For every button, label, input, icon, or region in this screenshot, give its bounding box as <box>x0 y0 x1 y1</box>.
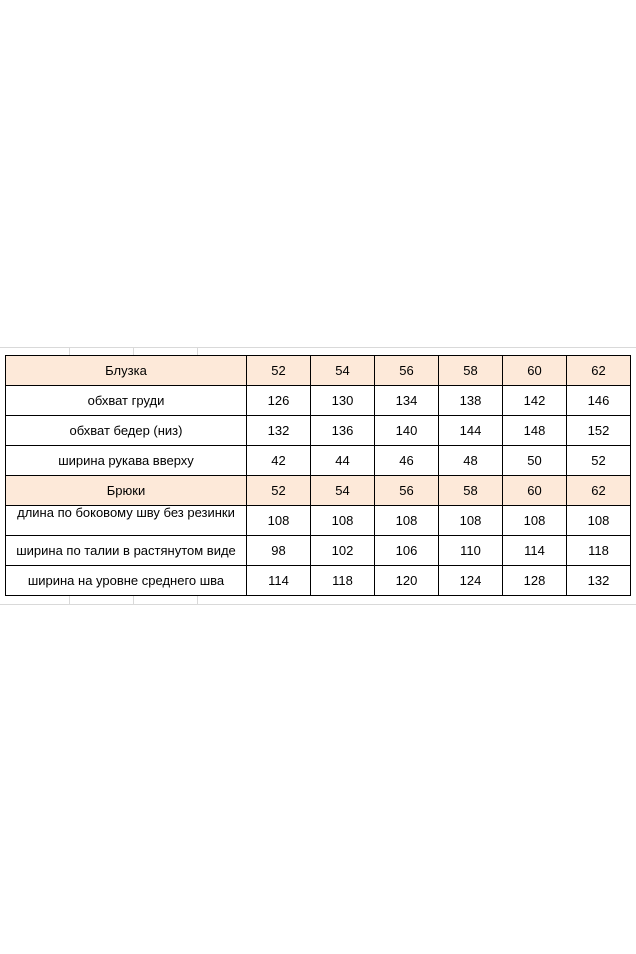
value-cell: 44 <box>311 446 375 476</box>
row-label: ширина на уровне среднего шва <box>6 566 247 596</box>
row-label: обхват бедер (низ) <box>6 416 247 446</box>
table-row <box>6 446 631 476</box>
row-label-text: длина по боковому шву без резинки <box>17 506 235 520</box>
value-cell: 42 <box>247 446 311 476</box>
table-row <box>6 386 631 416</box>
sheet-gridline <box>197 596 198 604</box>
row-label: ширина по талии в растянутом виде <box>6 536 247 566</box>
value-cell: 114 <box>247 566 311 596</box>
table-row-header-trousers <box>6 476 631 506</box>
size-cell: 60 <box>503 476 567 506</box>
size-cell: 58 <box>439 476 503 506</box>
row-label: ширина рукава вверху <box>6 446 247 476</box>
value-cell: 48 <box>439 446 503 476</box>
value-cell: 124 <box>439 566 503 596</box>
size-cell: 56 <box>375 356 439 386</box>
sheet-gridline <box>69 347 70 355</box>
value-cell: 144 <box>439 416 503 446</box>
sheet-gridline <box>133 347 134 355</box>
sheet-gridline <box>197 347 198 355</box>
row-label: Блузка <box>6 356 247 386</box>
table-row <box>6 536 631 566</box>
value-cell: 108 <box>439 506 503 536</box>
value-cell: 108 <box>503 506 567 536</box>
value-cell: 106 <box>375 536 439 566</box>
value-cell: 138 <box>439 386 503 416</box>
value-cell: 46 <box>375 446 439 476</box>
value-cell: 118 <box>311 566 375 596</box>
table-row <box>6 566 631 596</box>
sheet-gridline <box>0 347 636 348</box>
table-row-header-blouse <box>6 356 631 386</box>
size-cell: 60 <box>503 356 567 386</box>
value-cell: 108 <box>311 506 375 536</box>
row-label <box>6 506 247 536</box>
value-cell: 148 <box>503 416 567 446</box>
value-cell: 50 <box>503 446 567 476</box>
value-cell: 134 <box>375 386 439 416</box>
value-cell: 120 <box>375 566 439 596</box>
value-cell: 108 <box>247 506 311 536</box>
value-cell: 132 <box>567 566 631 596</box>
size-cell: 56 <box>375 476 439 506</box>
value-cell: 128 <box>503 566 567 596</box>
size-cell: 58 <box>439 356 503 386</box>
value-cell: 146 <box>567 386 631 416</box>
value-cell: 118 <box>567 536 631 566</box>
value-cell: 52 <box>567 446 631 476</box>
size-cell: 52 <box>247 356 311 386</box>
size-cell: 54 <box>311 476 375 506</box>
sheet-gridline <box>0 604 636 605</box>
value-cell: 108 <box>375 506 439 536</box>
value-cell: 110 <box>439 536 503 566</box>
value-cell: 136 <box>311 416 375 446</box>
value-cell: 152 <box>567 416 631 446</box>
value-cell: 142 <box>503 386 567 416</box>
value-cell: 98 <box>247 536 311 566</box>
row-label: Брюки <box>6 476 247 506</box>
value-cell: 140 <box>375 416 439 446</box>
size-cell: 62 <box>567 476 631 506</box>
size-cell: 62 <box>567 356 631 386</box>
table-row <box>6 416 631 446</box>
value-cell: 108 <box>567 506 631 536</box>
size-cell: 54 <box>311 356 375 386</box>
value-cell: 126 <box>247 386 311 416</box>
value-cell: 132 <box>247 416 311 446</box>
row-label: обхват груди <box>6 386 247 416</box>
value-cell: 130 <box>311 386 375 416</box>
sheet-gridline <box>133 596 134 604</box>
size-cell: 52 <box>247 476 311 506</box>
table-row <box>6 506 631 536</box>
value-cell: 114 <box>503 536 567 566</box>
sheet-gridline <box>69 596 70 604</box>
size-chart-table <box>5 355 631 596</box>
value-cell: 102 <box>311 536 375 566</box>
